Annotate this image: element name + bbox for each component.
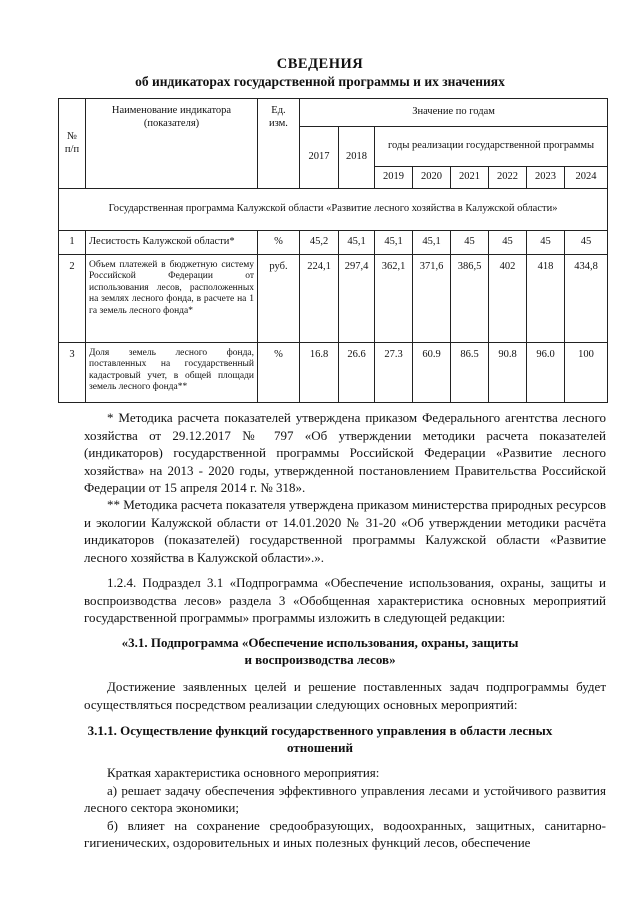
row-value: 16.8 — [300, 343, 339, 403]
header-unit: Ед. изм. — [258, 99, 300, 189]
program-title-row: Государственная программа Калужской области «Развитие лесного хозяйства в Калужской области» — [59, 189, 608, 231]
table-row — [59, 343, 608, 403]
table-row — [59, 255, 608, 343]
row-value: 90.8 — [489, 343, 527, 403]
doc-title: СВЕДЕНИЯ — [276, 56, 364, 72]
row-value: 96.0 — [527, 343, 565, 403]
row-value: 45 — [451, 231, 489, 255]
row-value: 45 — [489, 231, 527, 255]
header-values: Значение по годам — [300, 99, 608, 127]
heading-3-1-1-line1: 3.1.1. Осуществление функций государственного управления в области лесных — [87, 723, 553, 738]
header-impl-years: годы реализации государственной программы — [375, 127, 608, 167]
row-num: 2 — [59, 255, 86, 343]
header-year: 2020 — [413, 167, 451, 189]
row-value: 297,4 — [339, 255, 375, 343]
row-value: 418 — [527, 255, 565, 343]
row-value: 224,1 — [300, 255, 339, 343]
brief-characteristics — [84, 764, 606, 852]
row-value: 402 — [489, 255, 527, 343]
header-year: 2022 — [489, 167, 527, 189]
row-value: 45,1 — [413, 231, 451, 255]
row-value: 60.9 — [413, 343, 451, 403]
list-item-b: б) влияет на сохранение средообразующих, водоохранных, защитных, санитарно-гигиенических, оздоровительных и иных полезных функций лесов, обеспечение — [84, 817, 606, 850]
row-value: 45,2 — [300, 231, 339, 255]
header-year: 2019 — [375, 167, 413, 189]
row-unit: руб. — [258, 255, 300, 343]
paragraph-goals: Достижение заявленных целей и решение поставленных задач подпрограммы будет осуществляться посредством реализации следующих основных мероприятий: — [84, 679, 606, 712]
table-row — [59, 231, 608, 255]
row-value: 26.6 — [339, 343, 375, 403]
paragraph-1-2-4: 1.2.4. Подраздел 3.1 «Подпрограмма «Обеспечение использования, охраны, защиты и воспроизводства лесов» раздела 3 «Обобщенная характеристика основных мероприятий государственной программы» программы изложить в следующей редакции: — [84, 575, 606, 625]
row-num: 1 — [59, 231, 86, 255]
header-num: № п/п — [59, 99, 86, 189]
indicators-table — [58, 98, 608, 403]
heading-3-1-line2: и воспроизводства лесов» — [244, 652, 396, 667]
row-value: 27.3 — [375, 343, 413, 403]
row-value: 45,1 — [339, 231, 375, 255]
row-value: 45 — [565, 231, 608, 255]
row-value: 371,6 — [413, 255, 451, 343]
header-year: 2021 — [451, 167, 489, 189]
brief-label: Краткая характеристика основного мероприятия: — [107, 765, 380, 780]
row-name: Лесистость Калужской области* — [86, 231, 258, 255]
header-2017: 2017 — [300, 127, 339, 189]
header-year: 2023 — [527, 167, 565, 189]
row-value: 362,1 — [375, 255, 413, 343]
row-value: 86.5 — [451, 343, 489, 403]
heading-3-1-line1: «3.1. Подпрограмма «Обеспечение использования, охраны, защиты — [121, 635, 519, 650]
row-name: Объем платежей в бюджетную систему Российской Федерации от использования лесов, расположенных на землях лесного фонда, в расчете на 1 га земель лесного фонда* — [86, 255, 258, 343]
list-item-a: а) решает задачу обеспечения эффективного управления лесами и устойчивого развития лесного сектора экономики; — [84, 782, 606, 815]
row-name: Доля земель лесного фонда, поставленных на государственный кадастровый учет, в общей площади земель лесного фонда** — [86, 343, 258, 403]
row-value: 45 — [527, 231, 565, 255]
row-value: 45,1 — [375, 231, 413, 255]
header-name: Наименование индикатора (показателя) — [86, 99, 258, 189]
header-2018: 2018 — [339, 127, 375, 189]
row-unit: % — [258, 343, 300, 403]
row-num: 3 — [59, 343, 86, 403]
footnote-1: * Методика расчета показателей утверждена приказом Федерального агентства лесного хозяйства от 29.12.2017 № 797 «Об утверждении методики расчета показателей (индикаторов) государственной программы Российской Федерации «Развитие лесного хозяйства» на 2013 - 2020 годы, утвержденной постановлением Правительства Российской Федерации от 15 апреля 2014 г. № 318». — [84, 410, 606, 495]
heading-3-1-1-line2: отношений — [287, 740, 353, 755]
footnote-2: ** Методика расчета показателя утверждена приказом министерства природных ресурсов и экологии Калужской области от 14.01.2020 № 31-20 «Об утверждении методики расчёта индикаторов (показателей) государственной программы Калужской области «Развитие лесного хозяйства в Калужской области».». — [84, 497, 606, 565]
row-value: 386,5 — [451, 255, 489, 343]
row-value: 100 — [565, 343, 608, 403]
row-unit: % — [258, 231, 300, 255]
header-year: 2024 — [565, 167, 608, 189]
doc-subtitle: об индикаторах государственной программы и их значениях — [135, 74, 505, 89]
row-value: 434,8 — [565, 255, 608, 343]
